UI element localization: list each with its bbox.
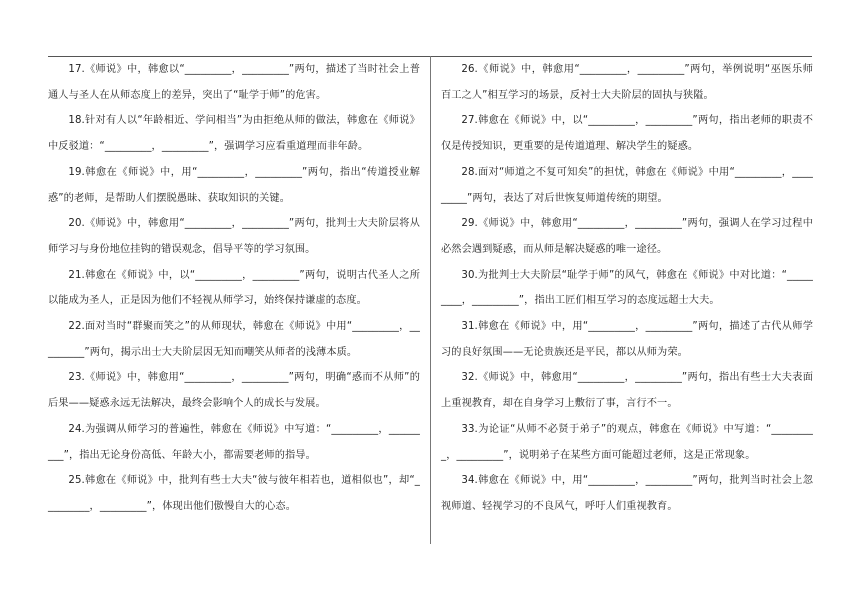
left-column	[48, 57, 420, 520]
question-29: 29.《师说》中，韩愈用“_________，_________”两句，强调人在学习过程中必然会遇到疑惑，而从师是解决疑惑的唯一途径。	[441, 218, 813, 255]
question-31: 31.韩愈在《师说》中，用“_________，_________”两句，描述了古代从师学习的良好氛围——无论贵族还是平民，都以从师为荣。	[441, 321, 813, 358]
question-22: 22.面对当时“群聚而笑之”的从师现状，韩愈在《师说》中用“_________，_________”两句，揭示出士大夫阶层因无知而嘲笑从师者的浅薄本质。	[48, 321, 420, 358]
question-28: 28.面对“师道之不复可知矣”的担忧，韩愈在《师说》中用“_________，_________”两句，表达了对后世恢复师道传统的期望。	[441, 166, 813, 204]
column-divider	[430, 56, 431, 544]
question-25: 25.韩愈在《师说》中，批判有些士大夫“彼与彼年相若也，道相似也”，却“_________，_________”，体现出他们傲慢自大的心态。	[48, 475, 420, 512]
question-33: 33.为论证“从师不必贤于弟子”的观点，韩愈在《师说》中写道：“_________，_________”，说明弟子在某些方面可能超过老师，这是正常现象。	[441, 423, 813, 461]
question-19: 19.韩愈在《师说》中，用“_________，_________”两句，指出“传道授业解惑”的老师，是帮助人们摆脱愚昧、获取知识的关键。	[48, 166, 420, 204]
question-20: 20.《师说》中，韩愈用“_________，_________”两句，批判士大夫阶层将从师学习与身份地位挂钩的错误观念，倡导平等的学习氛围。	[48, 218, 420, 255]
question-18: 18.针对有人以“年龄相近、学问相当”为由拒绝从师的做法，韩愈在《师说》中反驳道：“_________，_________”，强调学习应看重道理而非年龄。	[48, 115, 420, 153]
question-34: 34.韩愈在《师说》中，用“_________，_________”两句，批判当时社会上忽视师道、轻视学习的不良风气，呼吁人们重视教育。	[441, 475, 813, 512]
question-26: 26.《师说》中，韩愈用“_________，_________”两句，举例说明“巫医乐师百工之人”相互学习的场景，反衬士大夫阶层的固执与狭隘。	[441, 64, 813, 101]
question-17: 17.《师说》中，韩愈以“_________，_________”两句，描述了当时社会上普通人与圣人在从师态度上的差异，突出了“耻学于师”的危害。	[48, 64, 420, 101]
question-27: 27.韩愈在《师说》中，以“_________，_________”两句，指出老师的职责不仅是传授知识，更重要的是传道道理、解决学生的疑惑。	[441, 115, 813, 153]
question-32: 32.《师说》中，韩愈用“_________，_________”两句，指出有些士大夫表面上重视教育，却在自身学习上敷衍了事，言行不一。	[441, 372, 813, 410]
question-24: 24.为强调从师学习的普遍性，韩愈在《师说》中写道：“_________，_________”，指出无论身份高低、年龄大小，都需要老师的指导。	[48, 423, 420, 461]
question-30: 30.为批判士大夫阶层“耻学于师”的风气，韩愈在《师说》中对比道：“_________，_________”，指出工匠们相互学习的态度远超士大夫。	[441, 269, 813, 307]
question-21: 21.韩愈在《师说》中，以“_________，_________”两句，说明古代圣人之所以能成为圣人，正是因为他们不轻视从师学习，始终保持谦虚的态度。	[48, 269, 420, 307]
question-23: 23.《师说》中，韩愈用“_________，_________”两句，明确“惑而不从师”的后果——疑惑永远无法解决，最终会影响个人的成长与发展。	[48, 372, 420, 410]
right-column	[441, 57, 813, 520]
